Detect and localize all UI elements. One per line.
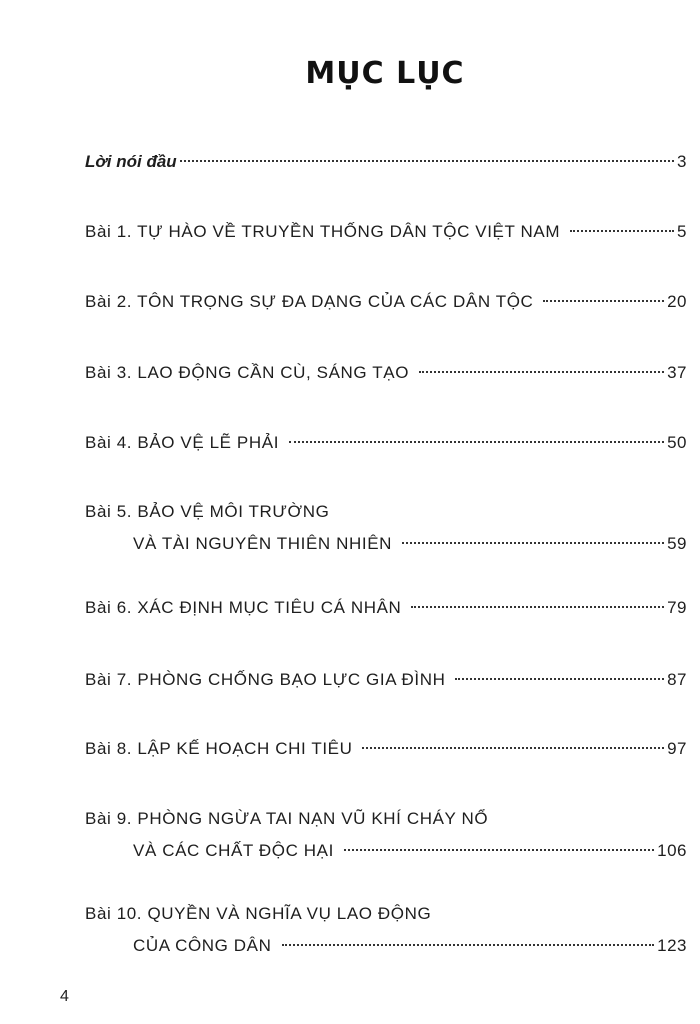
dot-leader — [180, 160, 674, 162]
page-number: 4 — [60, 988, 69, 1005]
toc-entry-page: 106 — [657, 841, 687, 860]
toc-entry-page: 123 — [657, 936, 687, 955]
toc-entry-page: 5 — [677, 222, 687, 241]
toc-entry-lesson-8[interactable] — [85, 733, 687, 765]
toc-entry-label-continued: VÀ CÁC CHẤT ĐỘC HẠI — [133, 841, 334, 860]
toc-entry-lesson-5[interactable] — [85, 496, 687, 560]
dot-leader — [344, 849, 654, 851]
toc-entry-label: Bài 1. TỰ HÀO VỀ TRUYỀN THỐNG DÂN TỘC VIỆT NAM — [85, 222, 561, 241]
toc-entry-lesson-3[interactable] — [85, 357, 687, 389]
dot-leader — [411, 606, 664, 608]
toc-entry-lesson-6[interactable] — [85, 592, 687, 624]
dot-leader — [455, 678, 664, 680]
toc-entry-label: Bài 7. PHÒNG CHỐNG BẠO LỰC GIA ĐÌNH — [85, 670, 446, 689]
toc-entry-label-continued: VÀ TÀI NGUYÊN THIÊN NHIÊN — [133, 534, 393, 553]
toc-entry-page: 37 — [667, 363, 687, 382]
toc-entry-page: 79 — [667, 598, 687, 617]
toc-entry-label-continued: CỦA CÔNG DÂN — [133, 936, 272, 955]
dot-leader — [289, 441, 664, 443]
toc-entry-label: Bài 9. PHÒNG NGỪA TAI NẠN VŨ KHÍ CHÁY NỔ — [85, 809, 489, 828]
toc-entry-label: Bài 4. BẢO VỆ LẼ PHẢI — [85, 433, 280, 452]
dot-leader — [402, 542, 664, 544]
toc-entry-lesson-1[interactable] — [85, 216, 687, 248]
dot-leader — [362, 747, 664, 749]
toc-entry-page: 50 — [667, 433, 687, 452]
toc-entry-lesson-7[interactable] — [85, 664, 687, 696]
toc-entry-lesson-4[interactable] — [85, 427, 687, 459]
toc-entry-label: Bài 5. BẢO VỆ MÔI TRƯỜNG — [85, 502, 330, 521]
toc-entry-label: Bài 8. LẬP KẾ HOẠCH CHI TIÊU — [85, 739, 353, 758]
dot-leader — [543, 300, 664, 302]
dot-leader — [570, 230, 674, 232]
toc-entry-page: 3 — [677, 152, 687, 171]
toc-entry-label: Bài 3. LAO ĐỘNG CẦN CÙ, SÁNG TẠO — [85, 363, 410, 382]
toc-entry-lesson-2[interactable] — [85, 286, 687, 318]
toc-entry-label: Bài 10. QUYỀN VÀ NGHĨA VỤ LAO ĐỘNG — [85, 904, 432, 923]
toc-entry-label: Bài 2. TÔN TRỌNG SỰ ĐA DẠNG CỦA CÁC DÂN TỘC — [85, 292, 534, 311]
toc-entry-preface[interactable] — [85, 146, 687, 178]
toc-entry-page: 97 — [667, 739, 687, 758]
toc-entry-page: 59 — [667, 534, 687, 553]
toc-entry-label: Bài 6. XÁC ĐỊNH MỤC TIÊU CÁ NHÂN — [85, 598, 402, 617]
page-title: MỤC LỤC — [305, 56, 465, 91]
toc-entry-page: 20 — [667, 292, 687, 311]
toc-entry-lesson-10[interactable] — [85, 898, 687, 962]
toc-entry-lesson-9[interactable] — [85, 803, 687, 867]
dot-leader — [282, 944, 655, 946]
dot-leader — [419, 371, 664, 373]
toc-entry-label: Lời nói đầu — [85, 152, 177, 171]
toc-entry-page: 87 — [667, 670, 687, 689]
